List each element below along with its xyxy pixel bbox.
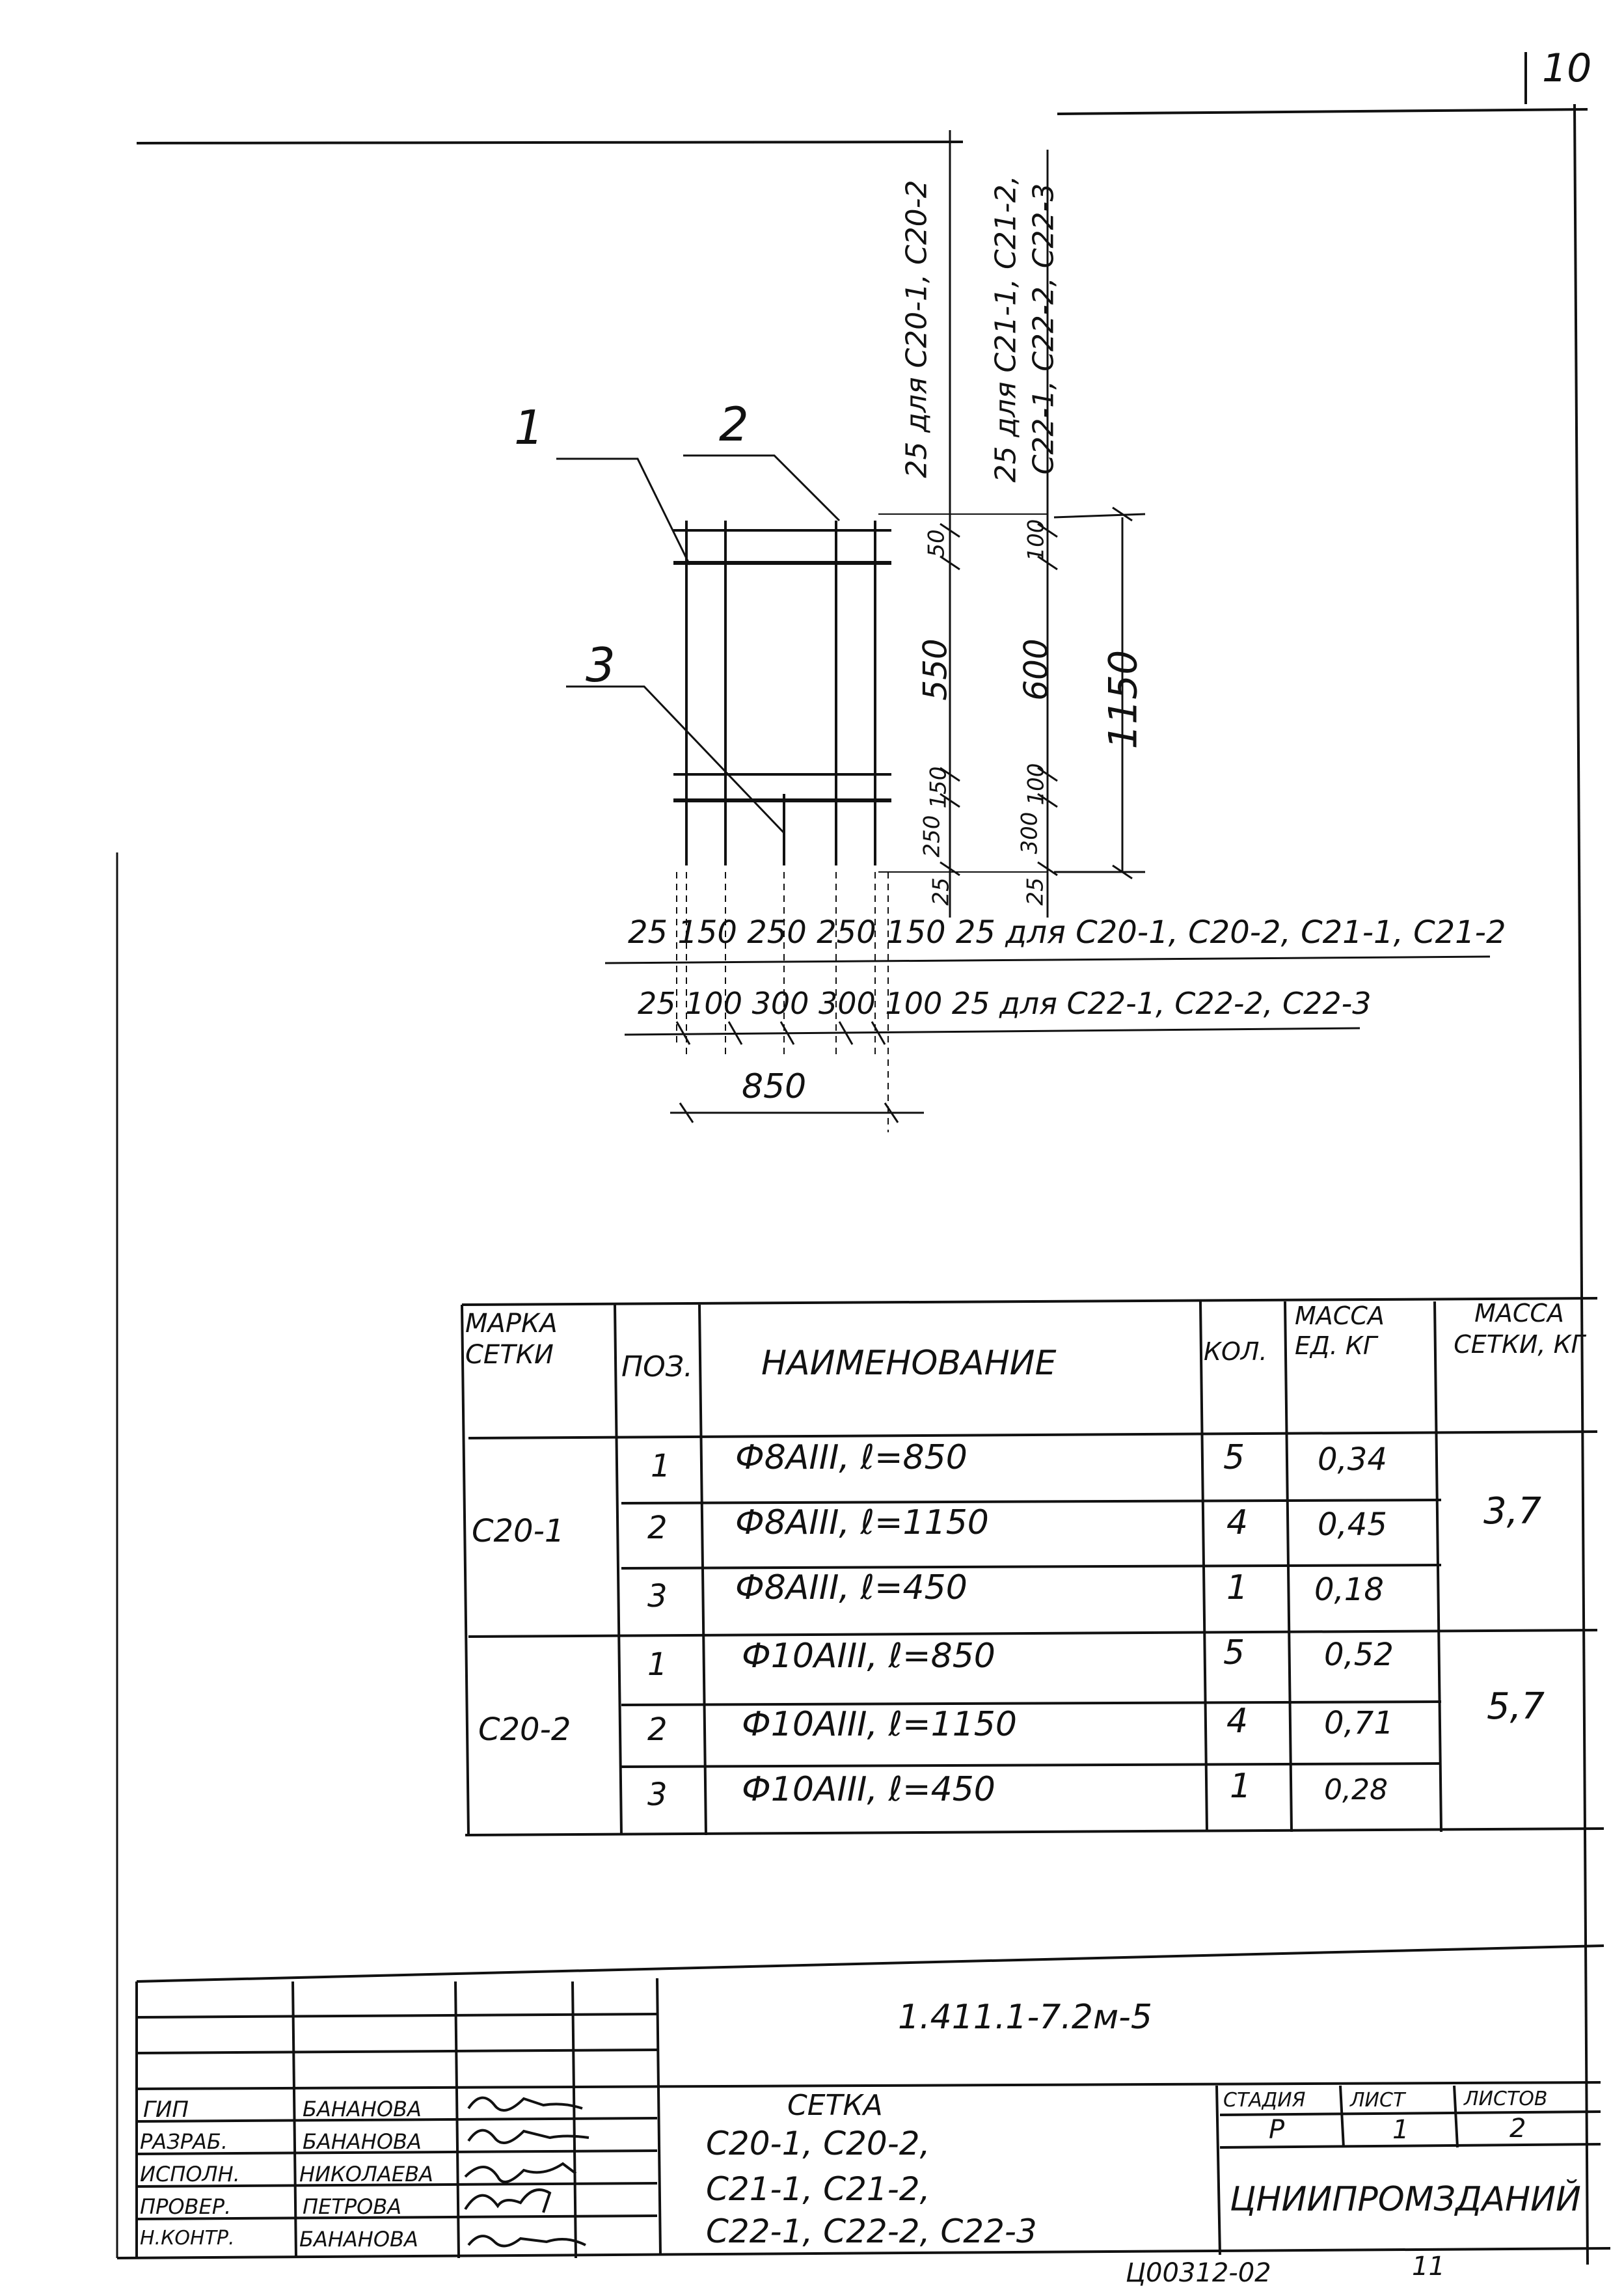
title-line-4: С22-1, С22-2, С22-3	[706, 2213, 1037, 2250]
group-mass-c20-2: 5,7	[1487, 1685, 1545, 1728]
horizontal-dims-row1: 25 150 250 250 150 25 для С20-1, С20-2, С21-1, С21-2	[628, 914, 1506, 951]
role-name: ПЕТРОВА	[303, 2194, 402, 2219]
row-pos: 1	[651, 1448, 671, 1484]
organization: ЦНИИПРОМЗДАНИЙ	[1230, 2180, 1581, 2219]
header-unit-mass: МАССА ЕД. КГ	[1295, 1301, 1385, 1360]
row-name: Ф10АIII, ℓ=1150	[742, 1705, 1017, 1744]
leader-label-3: 3	[586, 638, 616, 692]
row-unit-mass: 0,71	[1324, 1705, 1394, 1741]
row-qty: 1	[1226, 1568, 1249, 1607]
dim-b-600: 600	[1017, 638, 1055, 701]
row-name: Ф8АIII, ℓ=850	[735, 1438, 968, 1477]
sheet-number-top: 10	[1542, 46, 1592, 91]
dim-a-150: 150	[925, 766, 952, 809]
dim-a-250: 250	[919, 815, 945, 858]
role-label: Н.КОНТР.	[140, 2227, 235, 2250]
title-line-3: С21-1, С21-2,	[706, 2170, 930, 2208]
sheets-value: 2	[1509, 2114, 1526, 2144]
group-mark-c20-2: С20-2	[478, 1711, 571, 1748]
vertical-dim-note-b-line2: С22-1, С22-2, С22-3	[1027, 183, 1061, 475]
header-qty: КОЛ.	[1204, 1337, 1267, 1366]
drawing-code: 1.411.1-7.2м-5	[898, 1998, 1153, 2037]
header-mesh-mass: МАССА СЕТКИ, КГ	[1454, 1299, 1585, 1359]
vertical-dim-note-b-line1: 25 для С21-1, С21-2,	[989, 175, 1023, 483]
dim-a-25: 25	[928, 877, 954, 906]
row-name: Ф10АIII, ℓ=850	[742, 1637, 995, 1676]
dim-a-50: 50	[923, 529, 950, 558]
archive-number: Ц00312-02	[1126, 2258, 1271, 2288]
header-mark: МАРКА СЕТКИ	[465, 1309, 558, 1370]
horizontal-dims-row2: 25 100 300 300 100 25 для С22-1, С22-2, С22-3	[638, 986, 1372, 1021]
role-name: БАНАНОВА	[303, 2129, 422, 2154]
dim-a-550: 550	[916, 638, 954, 701]
dim-total-width: 850	[742, 1067, 807, 1106]
group-mass-c20-1: 3,7	[1483, 1490, 1542, 1532]
row-qty: 5	[1223, 1438, 1245, 1477]
leader-label-1: 1	[514, 400, 544, 455]
title-line-1: СЕТКА	[787, 2089, 883, 2122]
sheet-header: ЛИСТ	[1350, 2089, 1405, 2112]
row-unit-mass: 0,34	[1318, 1441, 1387, 1478]
role-name: БАНАНОВА	[303, 2097, 422, 2121]
role-label: ГИП	[143, 2097, 189, 2123]
role-name: НИКОЛАЕВА	[299, 2162, 433, 2186]
row-pos: 2	[647, 1510, 668, 1546]
row-unit-mass: 0,45	[1318, 1506, 1387, 1543]
row-pos: 3	[647, 1578, 668, 1614]
role-label: РАЗРАБ.	[140, 2129, 228, 2154]
vertical-dim-note-a: 25 для С20-1, С20-2	[900, 180, 934, 478]
footer-page: 11	[1412, 2252, 1445, 2281]
row-qty: 4	[1226, 1503, 1249, 1542]
frame	[117, 52, 1610, 2265]
dim-b-100-2: 100	[1023, 763, 1049, 806]
stage-header: СТАДИЯ	[1223, 2089, 1306, 2112]
dim-b-25: 25	[1022, 877, 1049, 906]
dim-b-300: 300	[1016, 811, 1043, 854]
row-unit-mass: 0,28	[1324, 1773, 1388, 1806]
row-pos: 1	[647, 1646, 668, 1683]
leader-label-2: 2	[719, 397, 749, 452]
role-name: БАНАНОВА	[299, 2227, 418, 2252]
row-name: Ф8АIII, ℓ=1150	[735, 1503, 989, 1542]
title-line-2: С20-1, С20-2,	[706, 2125, 930, 2162]
row-pos: 2	[647, 1711, 668, 1748]
row-unit-mass: 0,52	[1324, 1637, 1394, 1673]
sheets-header: ЛИСТОВ	[1464, 2088, 1548, 2110]
row-unit-mass: 0,18	[1314, 1572, 1384, 1608]
sheet-value: 1	[1392, 2115, 1409, 2145]
row-qty: 1	[1230, 1767, 1252, 1806]
role-label: ИСПОЛН.	[140, 2162, 240, 2186]
row-pos: 3	[647, 1777, 668, 1813]
row-qty: 4	[1226, 1702, 1249, 1741]
header-pos: ПОЗ.	[621, 1350, 693, 1383]
dim-b-100: 100	[1023, 519, 1049, 562]
dim-total-height: 1150	[1100, 649, 1146, 750]
row-qty: 5	[1223, 1633, 1245, 1672]
row-name: Ф8АIII, ℓ=450	[735, 1568, 968, 1607]
header-name: НАИМЕНОВАНИЕ	[761, 1344, 1057, 1383]
stage-value: Р	[1269, 2115, 1285, 2145]
row-name: Ф10АIII, ℓ=450	[742, 1770, 995, 1809]
group-mark-c20-1: С20-1	[472, 1513, 565, 1549]
role-label: ПРОВЕР.	[140, 2194, 232, 2219]
